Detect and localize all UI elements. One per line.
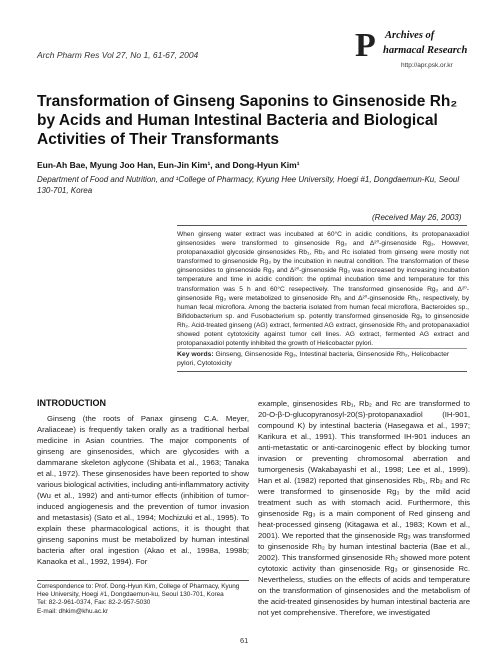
journal-url: http://apr.psk.or.kr	[401, 62, 453, 69]
footnote-rule	[37, 580, 249, 581]
body-column-right: example, ginsenosides Rb₁, Rb₂ and Rc are transformed to 20-O-β-D-glucopyranosyl-20(S)-protopanaxadiol (IH-901, compound K) by intestinal bacteria (Hasegawa et al., 1997; Karikura et al., 1991). This transformed IH-901 induces an anti-metastatic or anti-carcinogenic effect by blocking tumor invasion or preventing chromosomal aberration and tumorgenesis (Wakabayashi et al., 1998; Lee et al., 1999). Han et al. (1982) reported that ginsenosides Rb₁, Rb₂ and Rc were transformed to ginsenoside Rg₃ by the mild acid treatment such as with stomach acid. Furthermore, this ginsenoside Rg₃ is a main component of Red ginseng and heat-processed ginseng (Kitagawa et al., 1983; Kown et al., 2001). We reported that the ginsenoside Rg₃ was transformed to ginsenoside Rh₂ by human intestinal bacteria (Bae et al., 2002). This transformed ginsenoside Rh₂ showed more potent cytotoxic activity than ginsenoside Rg₃ or ginsenoside Rc. Nevertheless, studies on the effects of acids and temperature on the transformation of ginsenosides and the metabolism of the acid-treated ginsenosides by human intestinal bacteria are not yet comprehensive. Therefore, we investigated	[258, 399, 470, 617]
logo-line-2: harmacal Research	[383, 45, 468, 56]
keywords-label: Key words:	[177, 351, 214, 358]
logo-mark: P	[355, 27, 376, 64]
keywords-text: Ginseng, Ginsenoside Rg₃, Intestinal bacteria, Ginsenoside Rh₂, Helicobacter pylori, Cytotoxicity	[177, 351, 450, 367]
abstract-top-rule	[177, 225, 467, 226]
logo-line-1: Archives of	[385, 30, 435, 41]
correspondence-footnote: Correspondence to: Prof. Dong-Hyun Kim, College of Pharmacy, Kyung Hee University, Hoegi #1, Dongdaemun-ku, Seoul 130-701, Korea Tel: 82-2-961-0374, Fax: 82-2-957-5030 E-mail: dhkim@khu.ac.kr	[37, 583, 240, 615]
author-list: Eun-Ah Bae, Myung Joo Han, Eun-Jin Kim¹, and Dong-Hyun Kim¹	[37, 160, 300, 170]
body-column-left: Ginseng (the roots of Panax ginseng C.A. Meyer, Araliaceae) is frequently taken orally as a traditional herbal medicine in Asian countries. The major components of ginseng are ginsenosides, which are glycosides with a dammarane skeleton aglycone (Shibata et al., 1963; Tanaka et al., 1972). These ginsenosides have been reported to show various biological activities, including anti-inflammatory activity (Wu et al., 1992) and anti-tumor effects (inhibition of tumor-induced angiogenesis and the prevention of tumor invasion and metastasis) (Sato et al., 1994; Mochizuki et al., 1995). To explain these pharmacological actions, it is thought that ginseng saponins must be metabolized by human intestinal bacteria after oral ingestion (Akao et al., 1998a, 1998b; Kanaoka et al., 1992, 1994). For	[37, 414, 249, 566]
abstract-text: When ginseng water extract was incubated at 60°C in acidic conditions, its protopanaxadiol ginsenosides were transformed to ginsenoside Rg₃ and Δ²⁰-ginsenoside Rg₃. However, protopanaxadiol glycoside ginsenosides Rb₁, Rb₂ and Rc isolated from ginseng were mostly not transformed to ginsenoside Rg₃ by the incubation in neutral condition. The transformation of these ginsenosides to ginsenoside Rg₃ and Δ²⁰-ginsenoside Rg₃ was increased by increasing incubation temperature and time in acidic condition: the optimal incubation time and temperature for this transformation was 5 h and 60°C resepectively. The transformed ginsenoside Rg₃ and Δ²⁰-ginsenoside Rg₃ were metabolized to ginsenoside Rh₂ and Δ²⁰-ginsenoside Rh₂, respectively, by human fecal microflora. Among the bacteria isolated from human fecal microflora, Bacteroides sp., Bifidobacterium sp. and Fusobacterium sp. potently transformed ginsenoside Rg₃ to ginsenoside Rh₂. Acid-treated ginseng (AG) extract, fermented AG extract, ginsenoside Rh₂ and protopanaxadiol showed potent cytotoxicity against tumor cell lines. AG extract, fermented AG extract and protopanaxadiol potently inhibited the growth of Helicobacter pylori.	[177, 231, 469, 348]
paper-title: Transformation of Ginseng Saponins to Ginsenoside Rh₂ by Acids and Human Intestinal Bacteria and Biological Activities of Their Transformants	[37, 93, 458, 148]
page-number: 61	[240, 636, 249, 645]
journal-reference: Arch Pharm Res Vol 27, No 1, 61-67, 2004	[37, 50, 199, 60]
abstract-bottom-rule	[177, 371, 467, 372]
section-heading-introduction: INTRODUCTION	[37, 398, 106, 408]
received-date: (Received May 26, 2003)	[372, 213, 462, 222]
abstract-divider	[177, 348, 467, 349]
journal-logo	[355, 27, 468, 76]
affiliation: Department of Food and Nutrition, and ¹College of Pharmacy, Kyung Hee University, Hoegi #1, Dongdaemun-Ku, Seoul 130-701, Korea	[37, 175, 460, 195]
keywords	[177, 350, 469, 368]
